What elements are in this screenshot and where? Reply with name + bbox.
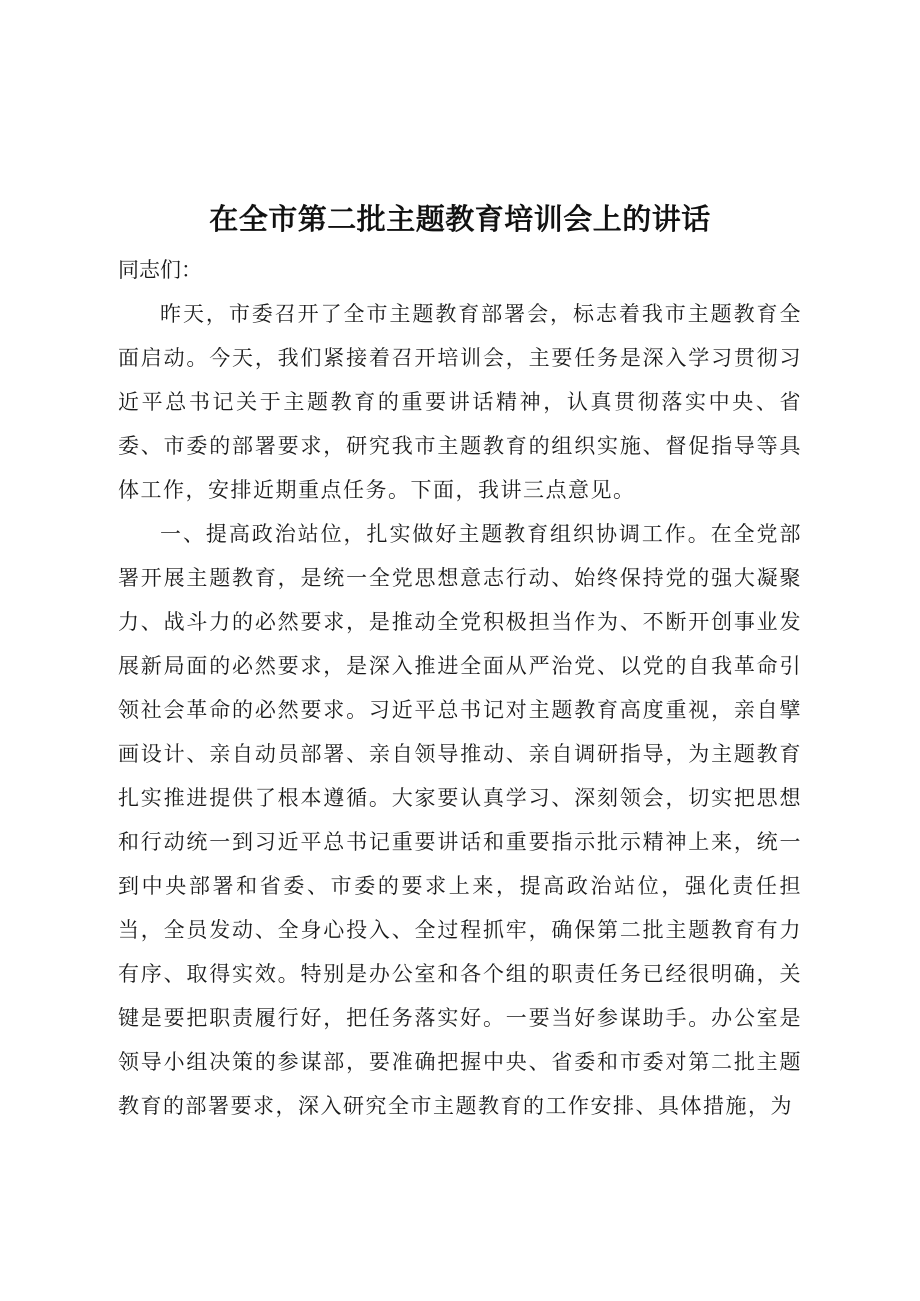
document-title: 在全市第二批主题教育培训会上的讲话: [209, 202, 711, 237]
paragraph-intro: 昨天，市委召开了全市主题教育部署会，标志着我市主题教育全面启动。今天，我们紧接着召开培训会，主要任务是深入学习贯彻习近平总书记关于主题教育的重要讲话精神，认真贯彻落实中央、省委、市委的部署要求，研究我市主题教育的组织实施、督促指导等具体工作，安排近期重点任务。下面，我讲三点意见。: [118, 302, 802, 502]
salutation: 同志们：: [118, 258, 202, 282]
paragraph-section-one: 一、提高政治站位，扎实做好主题教育组织协调工作。在全党部署开展主题教育，是统一全党思想意志行动、始终保持党的强大凝聚力、战斗力的必然要求，是推动全党积极担当作为、不断开创事业发展新局面的必然要求，是深入推进全面从严治党、以党的自我革命引领社会革命的必然要求。习近平总书记对主题教育高度重视，亲自擘画设计、亲自动员部署、亲自领导推动、亲自调研指导，为主题教育扎实推进提供了根本遵循。大家要认真学习、深刻领会，切实把思想和行动统一到习近平总书记重要讲话和重要指示批示精神上来，统一到中央部署和省委、市委的要求上来，提高政治站位，强化责任担当，全员发动、全身心投入、全过程抓牢，确保第二批主题教育有力有序、取得实效。特别是办公室和各个组的职责任务已经很明确，关键是要把职责履行好，把任务落实好。一要当好参谋助手。办公室是领导小组决策的参谋部，要准确把握中央、省委和市委对第二批主题教育的部署要求，深入研究全市主题教育的工作安排、具体措施，为: [118, 522, 802, 1118]
document-body: [118, 248, 802, 1128]
